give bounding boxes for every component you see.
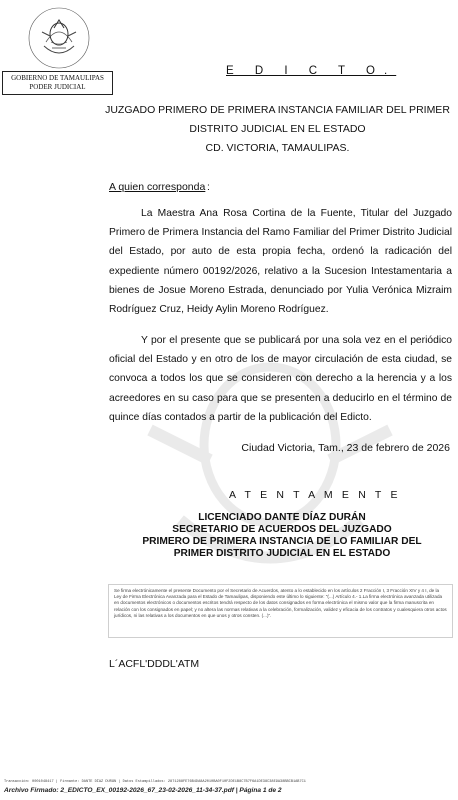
closing-word: A T E N T A M E N T E	[229, 489, 401, 501]
signer-position: SECRETARIO DE ACUERDOS DEL JUZGADO	[172, 524, 392, 535]
national-seal-icon	[24, 2, 94, 72]
signature-transaction-line: Transacción: 0001048417 | Firmante: DANTE DÍAZ DURÁN | Datos Estampillados: 2871288FE76B4DA8A2010BA0F10F2DE1B8C7B7F6A1DE38C38E9A38BBCB1AB7C1	[4, 780, 306, 784]
archive-file-line: Archivo Firmado: 2_EDICTO_EX_00192-2026_67_23-02-2026_11-34-37.pdf | Página 1 de 2	[4, 787, 282, 794]
judicial-branch: PODER JUDICIAL	[29, 83, 86, 91]
government-label-box	[2, 71, 113, 95]
signer-district: PRIMER DISTRITO JUDICIAL EN EL ESTADO	[173, 548, 391, 559]
government-name: GOBIERNO DE TAMAULIPAS	[11, 74, 104, 82]
salutation: A quien corresponda	[109, 181, 206, 193]
court-line: DISTRITO JUDICIAL EN EL ESTADO	[189, 123, 366, 135]
document-title: E D I C T O.	[226, 65, 397, 77]
signer-name: LICENCIADO DANTE DÍAZ DURÁN	[198, 512, 366, 523]
court-line: CD. VICTORIA, TAMAULIPAS.	[205, 142, 350, 154]
paragraph-radication: La Maestra Ana Rosa Cortina de la Fuente, Titular del Juzgado Primero de Primera Instancia del Ramo Familiar del Primer Distrito Judicial del Estado, por auto de esta propia fecha, ordenó la radicación del expediente número 00192/2026, relativo a la Sucesion Intestamentaria a bienes de Josue Moreno Estrada, denunciado por Yulia Verónica Mizraim Rodríguez Cruz, Heidy Aylin Moreno Rodríguez.	[109, 208, 452, 316]
court-heading	[100, 101, 455, 158]
court-line: JUZGADO PRIMERO DE PRIMERA INSTANCIA FAMILIAR DEL PRIMER	[105, 104, 450, 116]
place-date: Ciudad Victoria, Tam., 23 de febrero de 2026	[241, 442, 450, 454]
signer-court: PRIMERO DE PRIMERA INSTANCIA DE LO FAMILIAR DEL	[142, 536, 422, 547]
signer-block	[106, 512, 458, 560]
typist-initials: L´ACFL'DDDL'ATM	[109, 658, 200, 670]
paragraph-convocation: Y por el presente que se publicará por una sola vez en el periódico oficial del Estado y en otro de los de mayor circulación de esta ciudad, se convoca a todos los que se consideren con derecho a la herencia y a los acreedores en su caso para que se presenten a deducirlo en el término de quince días contados a partir de la publicación del Edicto.	[109, 335, 452, 423]
electronic-signature-notice: Se firma electrónicamente el presente Documento por el Secretario de Acuerdos, atento a lo establecido en los artículos 2 Fracción I, 3 Fracción XIV y 4 I, de la Ley de Firma Electrónica Avanzada para el Estado de Tamaulipas, disponiendo este último lo siguiente: "(...) Artículo 4.- 1.La firma electrónica avanzada utilizada en documentos electrónicos o documentos escritos tendrá respecto de los datos consignados en forma electrónica el mismo valor que la firma manuscrita en relación con los consignados en papel; y no altera las normas relativas a la celebración, formalización, validez y eficacia de los contratos y cualesquiera otros actos jurídicos, ni las relativas a los documentos en que unos y otros consten. (...)".	[108, 584, 453, 638]
salutation-colon: :	[207, 181, 210, 193]
